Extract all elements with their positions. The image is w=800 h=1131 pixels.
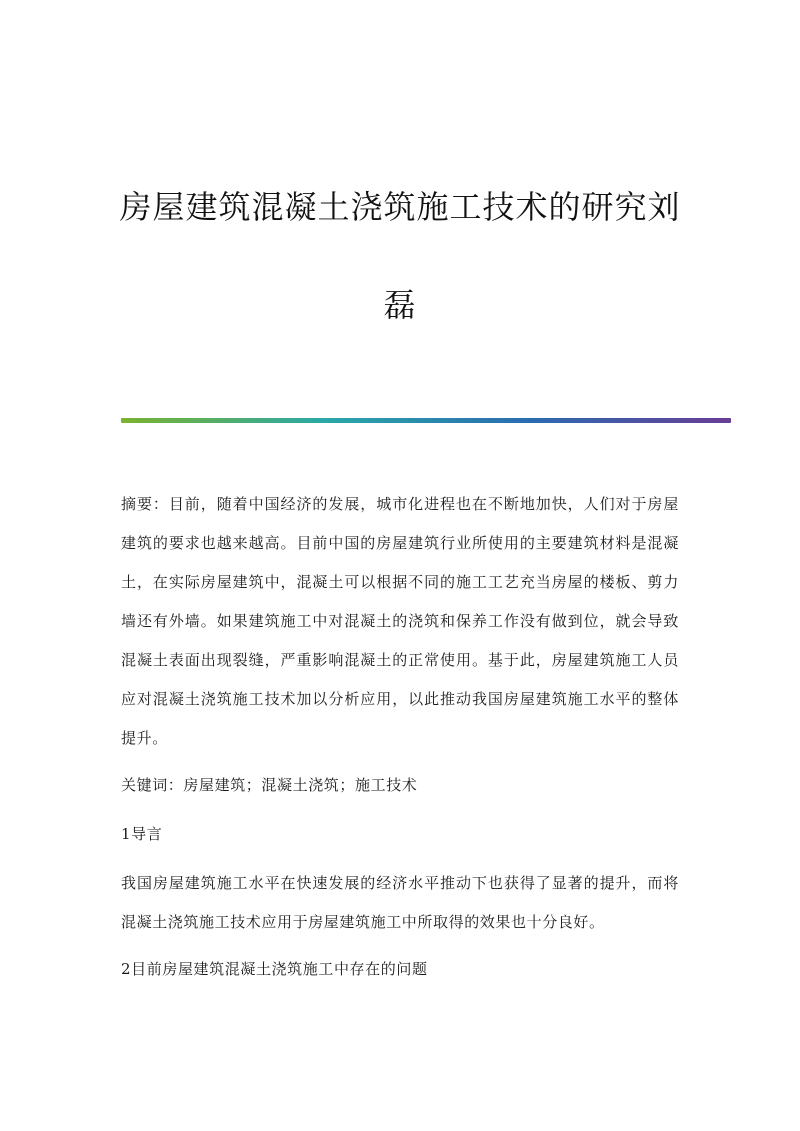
section-heading-problems: 2目前房屋建筑混凝土浇筑施工中存在的问题 bbox=[121, 960, 428, 978]
keywords-line: 关键词：房屋建筑；混凝土浇筑；施工技术 bbox=[121, 776, 418, 794]
document-body bbox=[121, 485, 679, 989]
abstract-paragraph: 摘要：目前，随着中国经济的发展，城市化进程也在不断地加快，人们对于房屋建筑的要求也越来越高。目前中国的房屋建筑行业所使用的主要建筑材料是混凝土，在实际房屋建筑中，混凝土可以根据不同的施工工艺充当房屋的楼板、剪力墙还有外墙。如果建筑施工中对混凝土的浇筑和保养工作没有做到位，就会导致混凝土表面出现裂缝，严重影响混凝土的正常使用。基于此，房屋建筑施工人员应对混凝土浇筑施工技术加以分析应用，以此推动我国房屋建筑施工水平的整体提升。 bbox=[121, 495, 679, 747]
section-heading-introduction: 1导言 bbox=[121, 825, 163, 843]
gradient-divider bbox=[121, 418, 731, 423]
document-title: 房屋建筑混凝土浇筑施工技术的研究刘磊 bbox=[119, 188, 681, 324]
introduction-paragraph: 我国房屋建筑施工水平在快速发展的经济水平推动下也获得了显著的提升，而将混凝土浇筑施工技术应用于房屋建筑施工中所取得的效果也十分良好。 bbox=[121, 874, 679, 931]
